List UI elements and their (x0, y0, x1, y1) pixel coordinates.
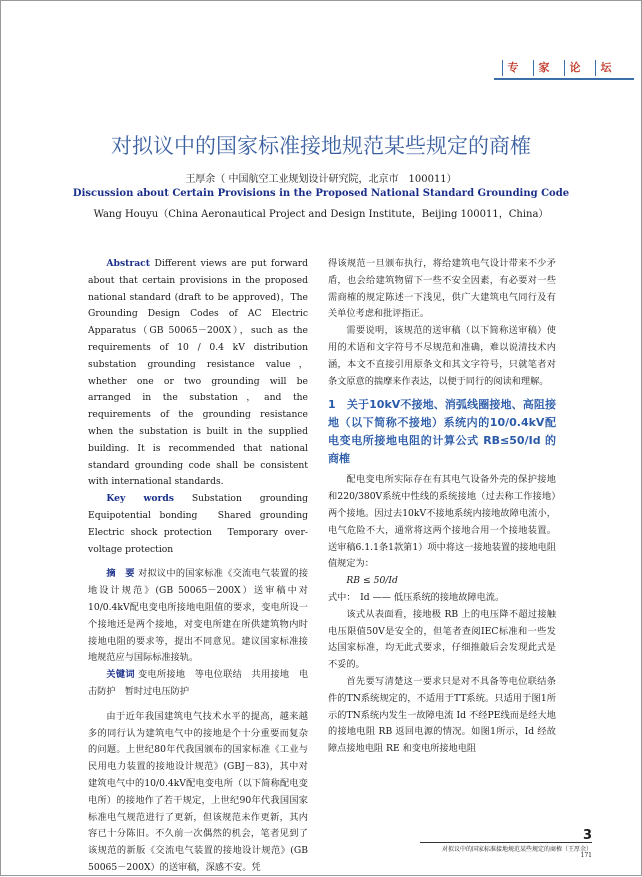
body-paragraph: 该式从表面看，接地极 RB 上的电压降不超过接触电压限值50V是安全的，但笔者查阅IEC标准和一些发达国家标准，均无此式要求，仔细推敲后会发现此式是不妥的。 (328, 608, 556, 671)
running-title: 对拟议中的国家标准接地规范某些规定的商榷（王厚余） (441, 846, 592, 853)
body-paragraph: 得该规范一旦颁布执行，将给建筑电气设计带来不少矛盾，也会给建筑物留下一些不安全因素，有必要对一些需商榷的规定陈述一下浅见，供广大建筑电气同行及有关单位考虑和批评指正。 (328, 258, 556, 320)
section-tag-char: 专 (502, 60, 523, 76)
body-paragraph: 需要说明，该规范的送审稿（以下简称送审稿）使用的术语和文字符号不尽规范和准确，难以说清技术内涵，本文不直接引用原条文和其文字符号，只就笔者对条文原意的揣摩来作表达，以便于同行的阅读和理解。 (328, 325, 556, 387)
author-affiliation-cn: 王厚余（ 中国航空工业规划设计研究院，北京市 100011） (185, 174, 457, 185)
body-paragraph: 配电变电所实际存在有其电气设备外壳的保护接地和220/380V系统中性线的系统接地（过去称工作接地）两个接地。因过去10kV不接地系统内接地故障电流小，电气危险不大，通常将这两个接地合用一个接地装置。送审稿6.1.1条1款第1）项中将这一接地装置的接地电阻值规定为： (328, 474, 557, 570)
keywords-cn-text: 变电所接地 等电位联结 共用接地 电击防护 暂时过电压防护 (88, 669, 309, 697)
paper-title-cn: 对拟议中的国家标准接地规范某些规定的商榷 (111, 134, 531, 158)
keywords-cn (88, 667, 308, 701)
page-number: 3 (582, 828, 592, 843)
section-tag-char: 坛 (595, 60, 616, 76)
left-column (88, 256, 318, 877)
keywords-text: Substation grounding Equipotential bonding Shared grounding Electric shock protection Temporary over-voltage protection (88, 493, 318, 555)
section-heading-1: 1 关于10kV不接地、消弧线圈接地、高阻接地（以下简称不接地）系统内的10/0.4kV配电变电所接地电阻的计算公式 RB≤50/Id 的商榷 (328, 398, 556, 466)
formula-note: 式中： Id —— 低压系统的接地故障电流。 (328, 591, 505, 603)
journal-page-number: 171 (580, 852, 592, 859)
formula: RB ≤ 50/Id (346, 575, 398, 587)
keywords-en (88, 491, 318, 558)
keywords-label: Key words (106, 493, 174, 505)
section-tag-char: 论 (564, 60, 585, 76)
abstract-cn (88, 566, 308, 667)
author-affiliation-en: Wang Houyu（China Aeronautical Project and Design Institute，Beijing 100011，China） (93, 209, 549, 220)
abstract-text: Different views are put forward about that certain provisions in the proposed national standard (draft to be approved)，The Grounding Design Codes of AC Electric Apparatus（GB 50065－200X），such as the requirements of 10 / 0.4 kV distribution substation grounding resistance value，whether one or two grounding will be arranged in the substation，and the requirements of the grounding resistance when the substation is built in the supplied building. It is recommended that national standard grounding code shall be consistent with international standards. (88, 258, 308, 488)
section-tag-rule (494, 78, 634, 80)
body-paragraph: 首先要写清楚这一要求只是对不具备等电位联结条件的TN系统规定的，不适用于TT系统。只适用于图1所示的TN系统内发生一故障电流 Id 不经PE线而是经大地的接地电阻 RB 返回电源的情况。如图1所示，Id 经故障点接地电阻 RE 和变电所接地电阻 (328, 675, 556, 755)
abstract-cn-text: 对拟议中的国家标准《交流电气装置的接地设计规范》(GB 50065－200X）送审稿中对10/0.4kV配电变电所接地电阻值的要求，变电所设一个接地还是两个接地，对变电所建在所供建筑物内时接地电阻的要求等，提出不同意见。建议国家标准接地规范应与国际标准接轨。 (88, 568, 309, 664)
intro-paragraph: 由于近年我国建筑电气技术水平的提高，越来越多的同行认为建筑电气中的接地是个十分重要而复杂的问题。上世纪80年代我国颁布的国家标准《工业与民用电力装置的接地设计规范》(GBJ－83)，其中对建筑电气中的10/0.4kV配电变电所（以下简称配电变电所）的接地作了若干规定，上世纪90年代我国国家标准电气规范进行了更新，但该规范未作更新，其内容已十分陈旧。不久前一次偶然的机会，笔者见到了该规范的新版《交流电气装置的接地设计规范》(GB 50065－200X）的送审稿，深感不安。凭 (88, 710, 308, 873)
abstract-cn-label: 摘 要 (106, 568, 135, 580)
section-tag-char: 家 (533, 60, 554, 76)
keywords-cn-label: 关键词 (106, 669, 135, 681)
abstract-en (88, 256, 308, 491)
section-tag (494, 60, 634, 82)
footer-rule (420, 842, 592, 843)
paper-title-en: Discussion about Certain Provisions in the Proposed National Standard Grounding Code (72, 188, 570, 199)
abstract-label: Abstract (106, 258, 150, 269)
right-column (328, 256, 556, 758)
